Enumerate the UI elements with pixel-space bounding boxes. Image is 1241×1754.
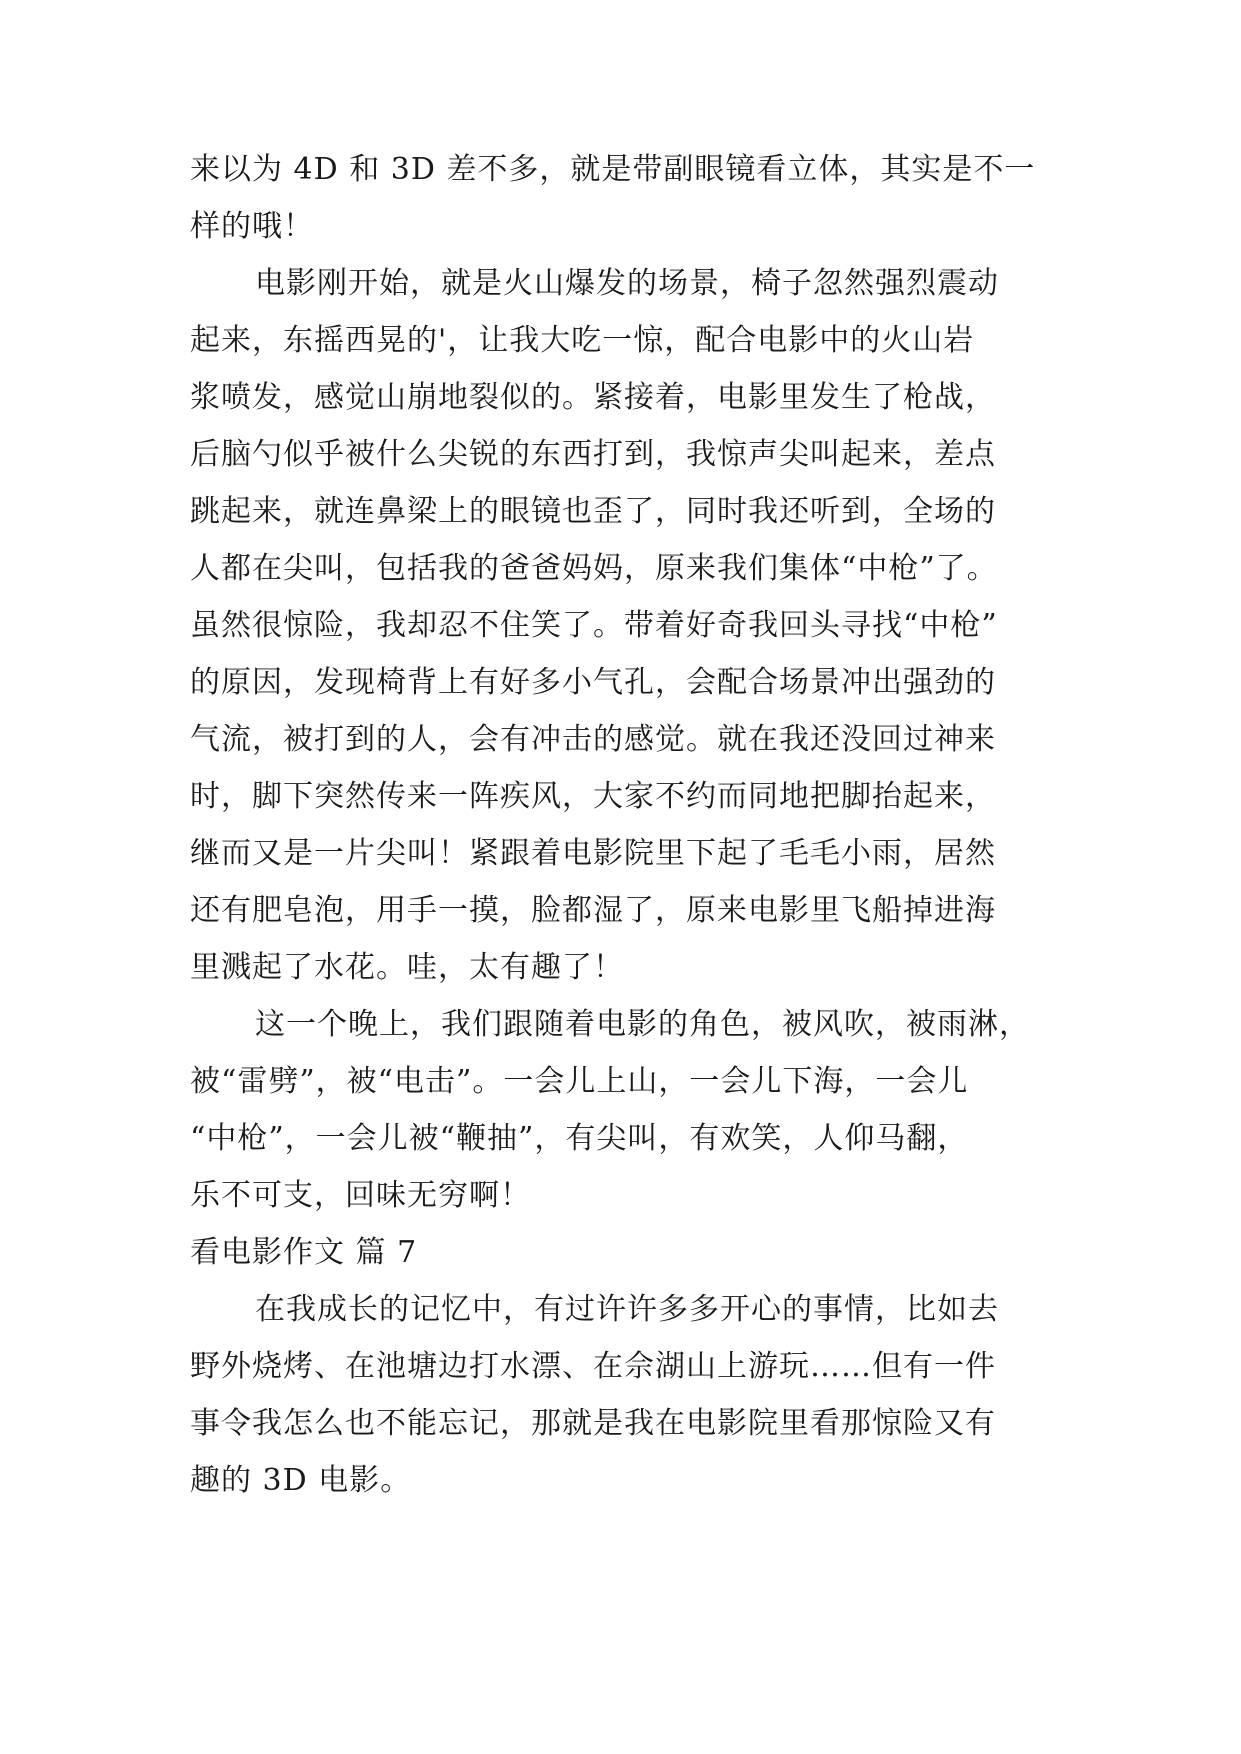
paragraph-start-line: 在我成长的记忆中，有过许许多多开心的事情，比如去	[255, 1292, 999, 1327]
text-line: 的原因，发现椅背上有好多小气孔，会配合场景冲出强劲的	[190, 665, 996, 700]
text-line: 野外烧烤、在池塘边打水漂、在佘湖山上游玩……但有一件	[190, 1349, 996, 1384]
text-line: 虽然很惊险，我却忍不住笑了。带着好奇我回头寻找“中枪”	[190, 608, 998, 643]
text-line: 跳起来，就连鼻梁上的眼镜也歪了，同时我还听到，全场的	[190, 494, 996, 529]
text-line: 时，脚下突然传来一阵疾风，大家不约而同地把脚抬起来，	[190, 779, 996, 814]
paragraph-start-line: 电影刚开始，就是火山爆发的场景，椅子忽然强烈震动	[255, 266, 999, 301]
text-line: 人都在尖叫，包括我的爸爸妈妈，原来我们集体“中枪”了。	[190, 551, 998, 586]
text-line: 后脑勺似乎被什么尖锐的东西打到，我惊声尖叫起来，差点	[190, 437, 996, 472]
text-line: 被“雷劈”，被“电击”。一会儿上山，一会儿下海，一会儿	[190, 1064, 969, 1099]
text-line: 事令我怎么也不能忘记，那就是我在电影院里看那惊险又有	[190, 1406, 996, 1441]
text-line: 继而又是一片尖叫！紧跟着电影院里下起了毛毛小雨，居然	[190, 836, 996, 871]
text-line: 里溅起了水花。哇，太有趣了！	[190, 950, 624, 985]
section-heading: 看电影作文 篇 7	[190, 1235, 418, 1270]
text-line: 乐不可支，回味无穷啊！	[190, 1178, 531, 1213]
text-line: 起来，东摇西晃的'，让我大吃一惊，配合电影中的火山岩	[190, 323, 975, 358]
paragraph-start-line: 这一个晚上，我们跟随着电影的角色，被风吹，被雨淋，	[255, 1007, 1030, 1042]
text-line: “中枪”，一会儿被“鞭抽”，有尖叫，有欢笑，人仰马翻，	[190, 1121, 969, 1156]
text-line: 来以为 4D 和 3D 差不多，就是带副眼镜看立体，其实是不一	[190, 152, 1036, 187]
text-line: 趣的 3D 电影。	[190, 1463, 412, 1498]
text-line: 浆喷发，感觉山崩地裂似的。紧接着，电影里发生了枪战，	[190, 380, 996, 415]
text-line: 样的哦！	[190, 209, 314, 244]
text-line: 还有肥皂泡，用手一摸，脸都湿了，原来电影里飞船掉进海	[190, 893, 996, 928]
text-line: 气流，被打到的人，会有冲击的感觉。就在我还没回过神来	[190, 722, 996, 757]
